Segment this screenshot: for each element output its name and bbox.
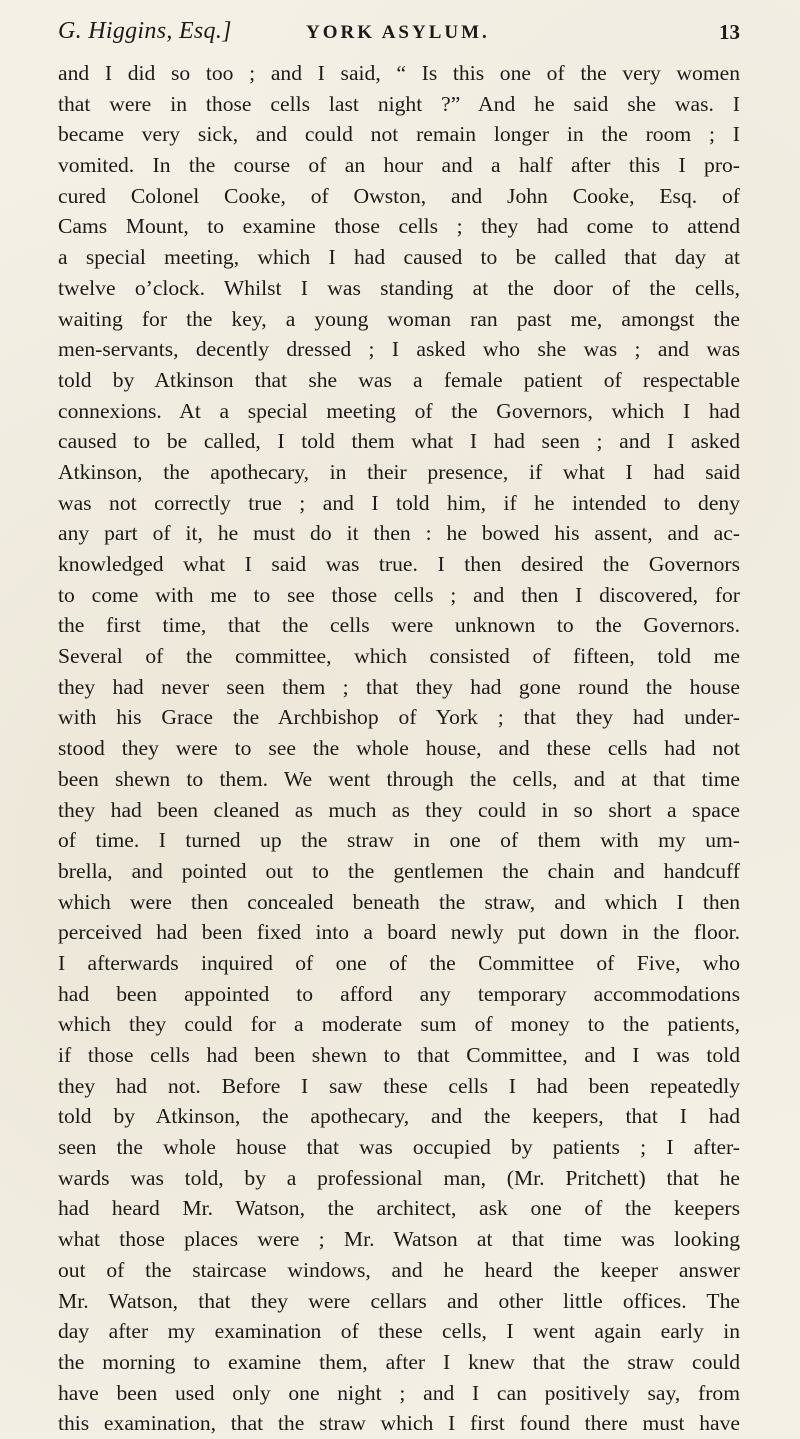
text-line: stood they were to see the whole house, and these cells had not [58,736,740,761]
text-line: any part of it, he must do it then : he bowed his assent, and ac- [58,521,740,546]
text-line: caused to be called, I told them what I had seen ; and I asked [58,429,740,454]
text-line: men-servants, decently dressed ; I asked who she was ; and was [58,337,740,362]
text-line: Cams Mount, to examine those cells ; they had come to attend [58,214,740,239]
text-line: day after my examination of these cells, I went again early in [58,1319,740,1344]
running-head-author: G. Higgins, Esq.] [58,18,232,44]
text-line: waiting for the key, a young woman ran past me, amongst the [58,306,740,331]
text-line: had heard Mr. Watson, the architect, ask one of the keepers [58,1196,740,1221]
text-line: Mr. Watson, that they were cellars and other little offices. The [58,1288,740,1313]
text-line: seen the whole house that was occupied by patients ; I after- [58,1135,740,1160]
text-line: which they could for a moderate sum of money to the patients, [58,1012,740,1037]
text-line: they had been cleaned as much as they could in so short a space [58,797,740,822]
text-line: what those places were ; Mr. Watson at that time was looking [58,1227,740,1252]
text-line: connexions. At a special meeting of the Governors, which I had [58,398,740,423]
text-line: I afterwards inquired of one of the Committee of Five, who [58,950,740,975]
text-line: which were then concealed beneath the straw, and which I then [58,889,740,914]
text-line: had been appointed to afford any temporary accommodations [58,981,740,1006]
text-line: have been used only one night ; and I can positively say, from [58,1380,740,1405]
text-line: told by Atkinson, the apothecary, and the keepers, that I had [58,1104,740,1129]
page-number: 13 [719,20,740,44]
text-line: brella, and pointed out to the gentlemen the chain and handcuff [58,858,740,883]
text-line: of time. I turned up the straw in one of them with my um- [58,828,740,853]
text-line: if those cells had been shewn to that Committee, and I was told [58,1043,740,1067]
text-line: this examination, that the straw which I first found there must have [58,1411,740,1436]
text-line: Several of the committee, which consisted of fifteen, told me [58,644,740,669]
text-line: vomited. In the course of an hour and a half after this I pro- [58,153,740,178]
text-line: knowledged what I said was true. I then desired the Governors [58,552,740,576]
text-line: Atkinson, the apothecary, in their presence, if what I had said [58,459,740,484]
text-line: twelve o’clock. Whilst I was standing at the door of the cells, [58,275,740,300]
text-line: that were in those cells last night ?” And he said she was. I [58,91,740,116]
text-line: told by Atkinson that she was a female patient of respectable [58,367,740,392]
text-line: wards was told, by a professional man, (Mr. Pritchett) that he [58,1165,740,1190]
text-line: they had not. Before I saw these cells I had been repeatedly [58,1073,740,1098]
text-line: cured Colonel Cooke, of Owston, and John Cooke, Esq. of [58,183,740,208]
text-line: was not correctly true ; and I told him, if he intended to deny [58,490,740,515]
running-head-title: YORK ASYLUM. [306,22,490,43]
text-line: out of the staircase windows, and he heard the keeper answer [58,1257,740,1282]
text-line: a special meeting, which I had caused to be called that day at [58,245,740,270]
text-line: they had never seen them ; that they had gone round the house [58,674,740,699]
text-line: the first time, that the cells were unknown to the Governors. [58,613,740,638]
text-line: the morning to examine them, after I knew that the straw could [58,1349,740,1374]
text-line: and I did so too ; and I said, “ Is this one of the very women [58,61,740,85]
text-line: perceived had been fixed into a board newly put down in the floor. [58,920,740,945]
running-head [58,18,740,54]
body-text [58,58,740,1439]
text-line: been shewn to them. We went through the cells, and at that time [58,766,740,791]
text-line: with his Grace the Archbishop of York ; that they had under- [58,705,740,730]
text-line: became very sick, and could not remain longer in the room ; I [58,122,740,147]
text-line: to come with me to see those cells ; and then I discovered, for [58,582,740,607]
